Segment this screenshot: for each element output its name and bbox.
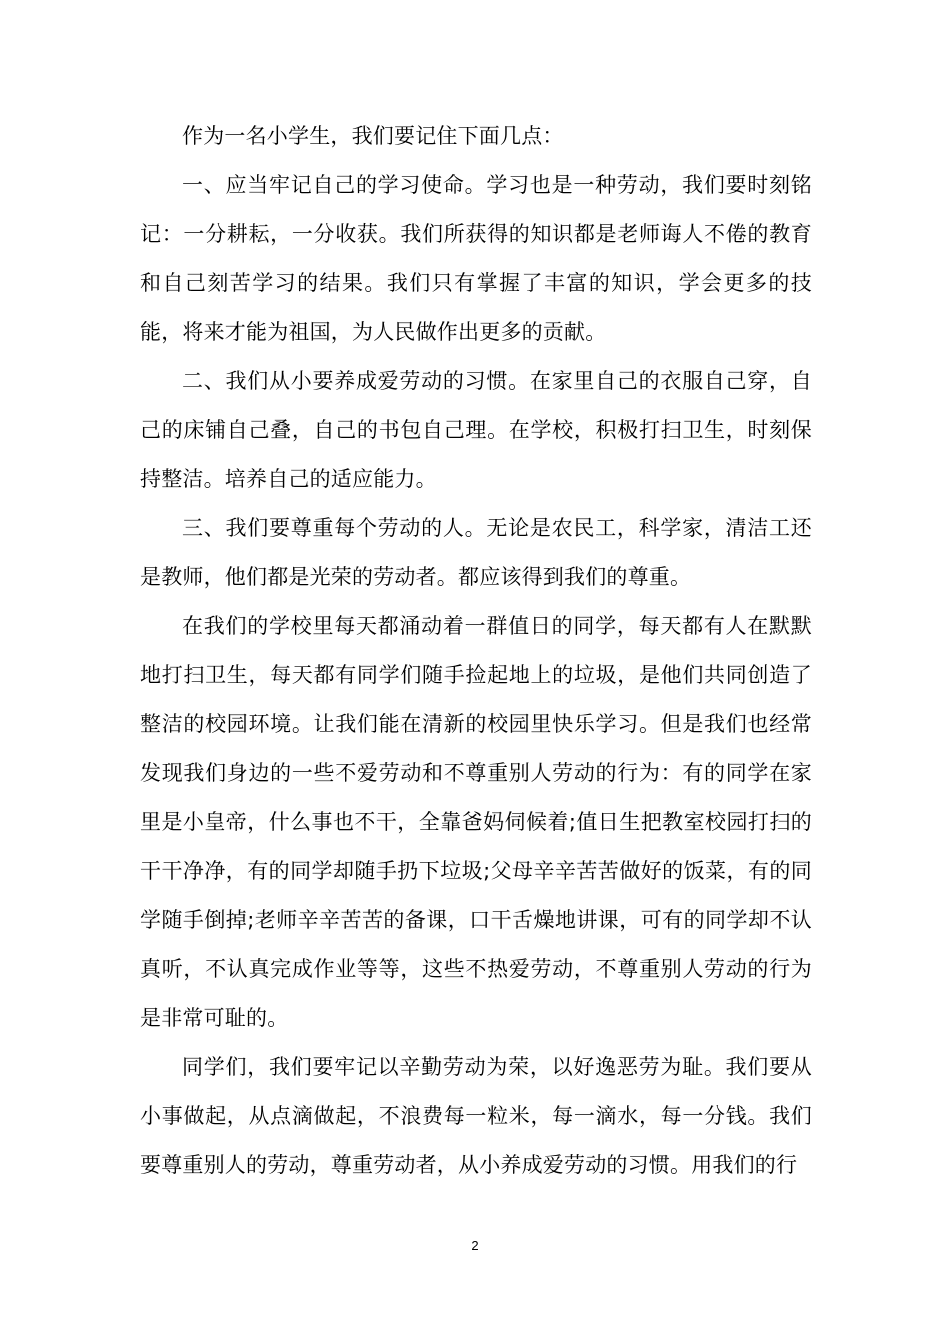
paragraph-point-one: 一、应当牢记自己的学习使命。学习也是一种劳动，我们要时刻铭记：一分耕耘，一分收获。我们所获得的知识都是老师诲人不倦的教育和自己刻苦学习的结果。我们只有掌握了丰富的知识，学会更多的技能，将来才能为祖国，为人民做作出更多的贡献。 bbox=[140, 173, 812, 344]
paragraph-point-three: 三、我们要尊重每个劳动的人。无论是农民工，科学家，清洁工还是教师，他们都是光荣的劳动者。都应该得到我们的尊重。 bbox=[140, 516, 812, 589]
paragraph-point-two: 二、我们从小要养成爱劳动的习惯。在家里自己的衣服自己穿，自己的床铺自己叠，自己的书包自己理。在学校，积极打扫卫生，时刻保持整洁。培养自己的适应能力。 bbox=[140, 369, 812, 491]
page-number: 2 bbox=[471, 1238, 479, 1253]
paragraph-call-to-action: 同学们，我们要牢记以辛勤劳动为荣，以好逸恶劳为耻。我们要从小事做起，从点滴做起，不浪费每一粒米，每一滴水，每一分钱。我们要尊重别人的劳动，尊重劳动者，从小养成爱劳动的习惯。用我们的行 bbox=[140, 1055, 812, 1177]
paragraph-intro: 作为一名小学生，我们要记住下面几点： bbox=[182, 124, 564, 148]
paragraph-school-observation: 在我们的学校里每天都涌动着一群值日的同学，每天都有人在默默地打扫卫生，每天都有同学们随手捡起地上的垃圾，是他们共同创造了整洁的校园环境。让我们能在清新的校园里快乐学习。但是我们也经常发现我们身边的一些不爱劳动和不尊重别人劳动的行为：有的同学在家里是小皇帝，什么事也不干，全靠爸妈伺候着;值日生把教室校园打扫的干干净净，有的同学却随手扔下垃圾;父母辛辛苦苦做好的饭菜，有的同学随手倒掉;老师辛辛苦苦的备课，口干舌燥地讲课，可有的同学却不认真听，不认真完成作业等等，这些不热爱劳动，不尊重别人劳动的行为是非常可耻的。 bbox=[140, 614, 812, 1030]
document-body bbox=[140, 112, 812, 1190]
